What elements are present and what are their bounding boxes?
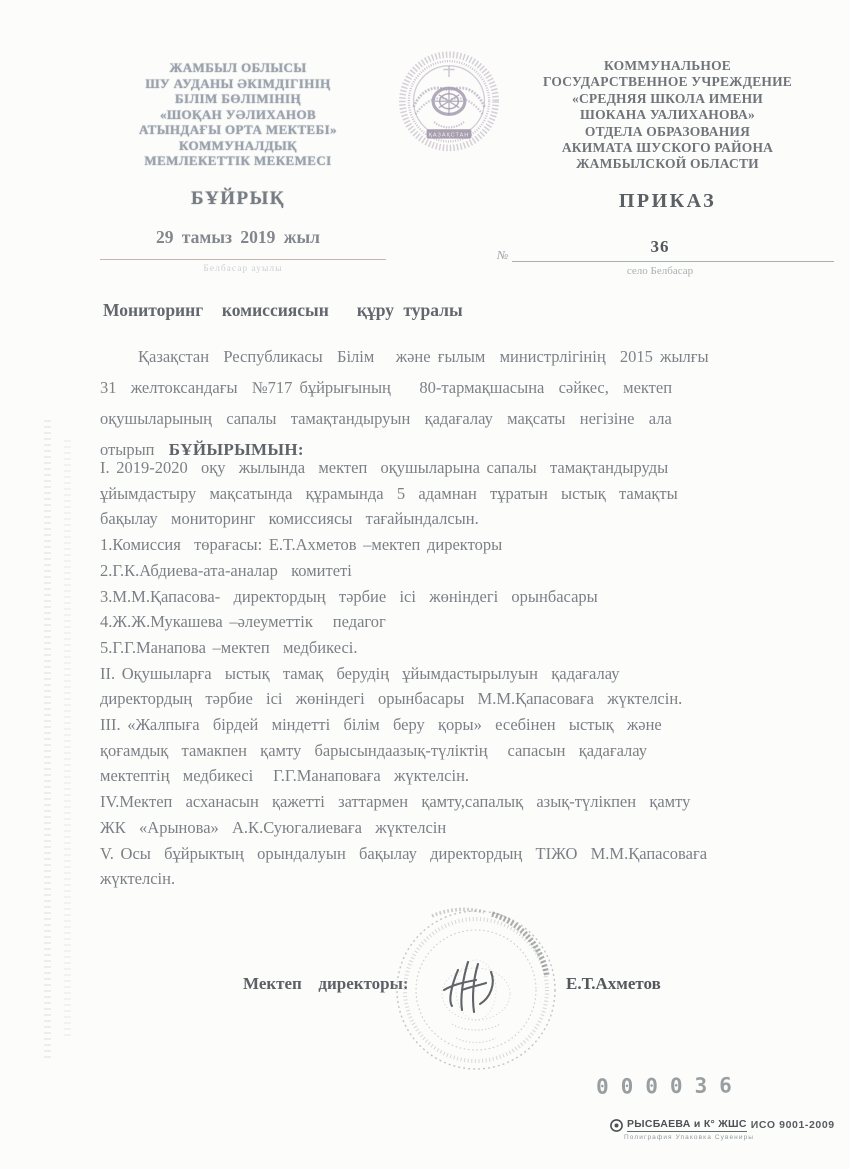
- org-line: «СРЕДНЯЯ ШКОЛА ИМЕНИ: [572, 90, 763, 106]
- resolve-keyword: БҰЙЫРЫМЫН:: [168, 440, 304, 459]
- body-line: 4.Ж.Ж.Мукашева –әлеуметтік педагог: [100, 612, 386, 632]
- number-underline: [512, 261, 834, 262]
- body-line: бақылау мониторинг комиссиясы тағайындалсын.: [100, 509, 479, 529]
- org-line: МЕМЛЕКЕТТІК МЕКЕМЕСІ: [144, 153, 332, 168]
- official-round-stamp: [392, 906, 560, 1074]
- body-line: 2.Г.К.Абдиева-ата-аналар комитеті: [100, 560, 352, 580]
- form-serial-number: 000036: [595, 1073, 744, 1099]
- org-line: «ШОҚАН УӘЛИХАНОВ: [159, 106, 317, 122]
- body-line: Қазақстан Республикасы Білім және ғылым министрлігінің 2015 жылғы: [138, 347, 709, 366]
- org-line: ЖАМБЫЛСКОЙ ОБЛАСТИ: [576, 156, 759, 172]
- body-line: V. Осы бұйрыктың орындалуын бақылау директордың ТІЖО М.М.Қапасоваға: [100, 843, 708, 863]
- org-line: ОТДЕЛА ОБРАЗОВАНИЯ: [584, 123, 751, 139]
- body-line: жүктелсін.: [100, 869, 176, 889]
- body-line: қоғамдық тамакпен қамту барысындаазық-түліктің сапасын қадағалау: [100, 740, 648, 760]
- body-line: оқушыларының сапалы тамақтандыруын қадағалау мақсаты негізіне ала: [100, 409, 672, 428]
- body-line: ұйымдастыру мақсатында құрамында 5 адамнан тұратын ыстық тамақты: [100, 483, 678, 503]
- print-house-brand: РЫСБАЕВА и К° ЖШС: [627, 1118, 747, 1130]
- org-line: КОММУНАЛДЫҚ: [178, 137, 298, 153]
- order-heading-ru: ПРИКАЗ: [618, 190, 717, 212]
- org-line: ЖАМБЫЛ ОБЛЫСЫ: [169, 60, 307, 75]
- number-sign: №: [497, 248, 509, 262]
- body-line: ІІ. Оқушыларға ыстық тамақ берудің ұйымдастырылуын қадағалау: [100, 663, 620, 683]
- body-line: мектептің медбикесі Г.Г.Манаповаға жүктелсін.: [100, 766, 470, 786]
- director-name: Е.Т.Ахметов: [566, 974, 661, 993]
- org-line: ШУ АУДАНЫ ӘКІМДІГІНІҢ: [145, 75, 331, 91]
- body-line: ІV.Мектеп асханасын қажетті заттармен қамту,сапалық азық-түлікпен қамту: [100, 792, 691, 812]
- issuer-name-kk: [88, 60, 388, 169]
- order-date: 29 тамыз 2019 жыл: [156, 227, 320, 247]
- body-line: І. 2019-2020 оқу жылында мектеп оқушыларына сапалы тамақтандыруды: [100, 458, 669, 477]
- order-clauses: [100, 455, 845, 892]
- preamble-tail: отырып: [100, 440, 169, 459]
- stamp-rim-text-arc: [432, 909, 484, 916]
- org-line: АКИМАТА ШУСКОГО РАЙОНА: [561, 140, 774, 156]
- signature-label: Мектеп директоры:: [243, 974, 409, 993]
- issuer-name-ru: [495, 58, 840, 173]
- margin-bleed-artifact: [64, 440, 71, 1040]
- print-house-logo-icon: [610, 1119, 623, 1132]
- body-line: 5.Г.Г.Манапова –мектеп медбикесі.: [100, 637, 358, 657]
- org-line: ГОСУДАРСТВЕННОЕ УЧРЕЖДЕНИЕ: [542, 74, 793, 90]
- org-line: АТЫНДАҒЫ ОРТА МЕКТЕБІ»: [139, 122, 337, 137]
- org-line: БІЛІМ БӨЛІМІНІҢ: [175, 91, 301, 106]
- place-name-ru: село Белбасар: [626, 265, 694, 277]
- body-line: 3.М.М.Қапасова- директордың тәрбие ісі жөніндегі орынбасары: [100, 586, 598, 606]
- iso-cert: ИСО 9001-2009: [750, 1119, 835, 1131]
- org-line: КОММУНАЛЬНОЕ: [604, 58, 731, 73]
- margin-bleed-artifact: [44, 420, 51, 1060]
- body-line: ЖК «Арынова» А.К.Суюгалиеваға жүктелсін: [100, 817, 447, 837]
- stamp-rim-text-arc: [492, 914, 547, 976]
- body-line: ІІІ. «Жалпыға бірдей міндетті білім беру қоры» есебінен ыстық және: [100, 715, 662, 735]
- emblem-caption: ҚАЗАҚСТАН: [428, 132, 470, 139]
- order-number: 36: [650, 237, 670, 256]
- body-line: 31 желтоксандағы №717 бұйрығының 80-тармақшасына сәйкес, мектеп: [100, 378, 673, 397]
- place-name-kk-faint: Белбасар ауылы: [203, 264, 283, 274]
- date-underline: [100, 259, 386, 260]
- body-line: 1.Комиссия төрағасы: Е.Т.Ахметов –мектеп директоры: [100, 535, 503, 555]
- org-line: ШОКАНА УАЛИХАНОВА»: [580, 107, 755, 123]
- kazakhstan-emblem-icon: [393, 46, 505, 164]
- body-line: директордың тәрбие ісі жөніндегі орынбасары М.М.Қапасоваға жүктелсін.: [100, 689, 683, 709]
- order-title: Мониторинг комиссиясын құру туралы: [103, 300, 463, 320]
- print-house-tagline: Полиграфия Упаковка Сувениры: [624, 1134, 755, 1141]
- order-preamble: [100, 341, 840, 465]
- print-house-footer: [610, 1118, 835, 1132]
- order-heading-kk: БҰЙРЫҚ: [190, 188, 286, 209]
